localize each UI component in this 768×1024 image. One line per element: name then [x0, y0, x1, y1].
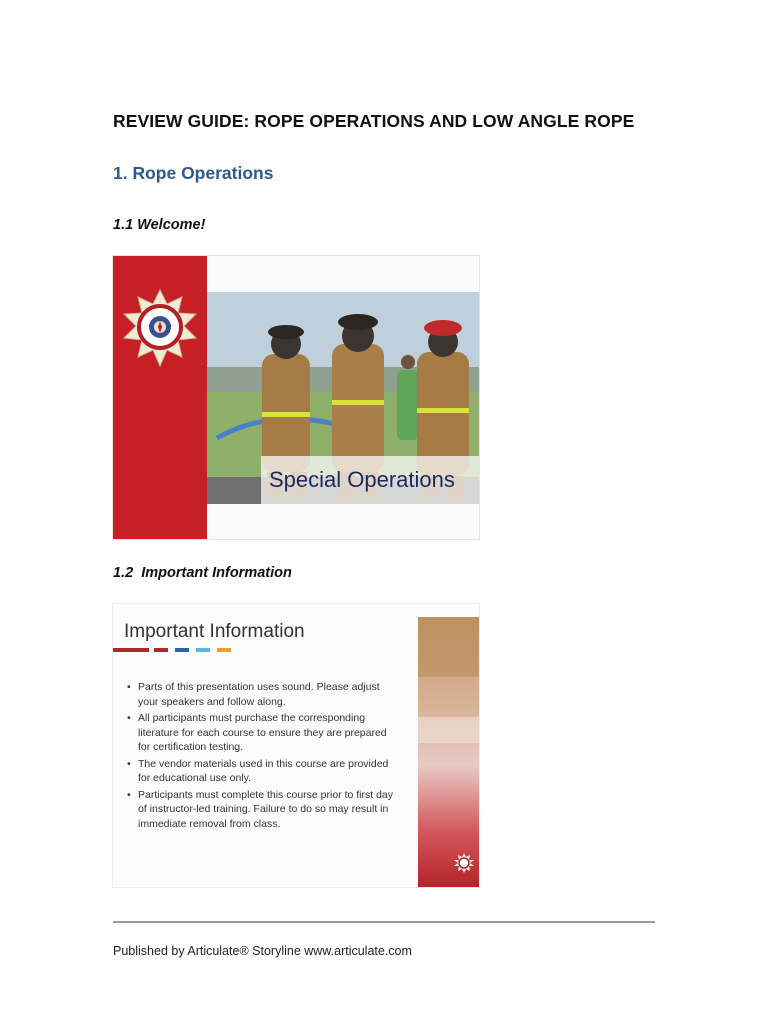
- bullet-item: • Participants must complete this course prior to first day of instructor-led training. Failure to do so may result in immediate removal from class.: [127, 788, 399, 832]
- accent-rule-segment: [113, 648, 149, 652]
- footer-text: Published by Articulate® Storyline www.articulate.com: [113, 944, 412, 958]
- bullet-item: • Parts of this presentation uses sound. Please adjust your speakers and follow along.: [127, 680, 399, 709]
- accent-rule-segment: [154, 648, 168, 652]
- bullet-item: • All participants must purchase the corresponding literature for each course to ensure they are prepared for certification testing.: [127, 711, 399, 755]
- side-photo-strip: [418, 617, 479, 887]
- accent-rule-segment: [217, 648, 231, 652]
- title-banner: [261, 456, 479, 504]
- subsection-heading-important-info: 1.2 Important Information: [113, 565, 292, 581]
- important-info-slide-image: [113, 604, 479, 887]
- bullet-item: • The vendor materials used in this course are provided for educational use only.: [127, 757, 399, 786]
- slide-title: Important Information: [124, 621, 305, 642]
- welcome-slide-image: [113, 256, 479, 539]
- info-bullet-list: [127, 680, 399, 833]
- footer-divider: [113, 921, 655, 923]
- accent-rule-segment: [196, 648, 210, 652]
- virginia-fire-programs-seal-icon: [120, 288, 200, 368]
- seal-icon: [453, 852, 475, 874]
- document-title: REVIEW GUIDE: ROPE OPERATIONS AND LOW ANGLE ROPE: [113, 111, 635, 131]
- banner-title: Special Operations: [269, 467, 455, 492]
- section-heading: 1. Rope Operations: [113, 163, 274, 183]
- accent-rule-segment: [175, 648, 189, 652]
- subsection-heading-welcome: 1.1 Welcome!: [113, 217, 206, 233]
